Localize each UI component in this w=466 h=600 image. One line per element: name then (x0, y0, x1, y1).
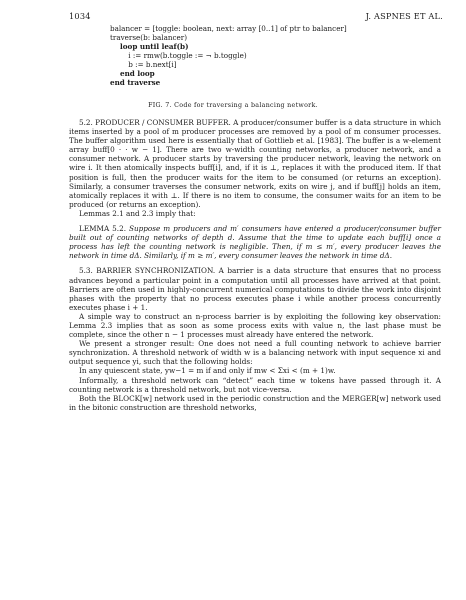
paragraph: Informally, a threshold network can “detect” each time w tokens have passed through it. A counting network is a threshold network, but not vice-versa. (69, 375, 441, 394)
code-line: balancer = [toggle: boolean, next: array [0..1] of ptr to balancer] (110, 24, 347, 33)
running-head: J. ASPNES ET AL. (365, 11, 443, 21)
section-heading: 5.2. PRODUCER / CONSUMER BUFFER. (79, 118, 231, 127)
code-line: end loop (110, 69, 155, 78)
paragraph: We present a stronger result: One does not need a full counting network to achieve barrier synchronization. A threshold network of width w is a balancing network with input sequence xi and output sequence yi, such that the following holds: (69, 339, 441, 367)
code-line: b := b.next[i] (110, 60, 177, 69)
lemma (69, 224, 441, 260)
page-number: 1034 (69, 11, 91, 21)
code-line: end traverse (110, 78, 161, 87)
paragraph-text: A producer/consumer buffer is a data structure in which items inserted by a pool of m producer processes are removed by a pool of m consumer processes. The buffer algorithm used here is essentially that of Gottlieb et al. [1983]. The buffer is a w-element array buff[0 · · w − 1]. There are two w-width counting networks, a producer network, and a consumer network. A producer starts by traversing the producer network, leaving the network on wire i. It then atomically inspects buff[i], and, if it is ⊥, replaces it with the produced item. If that position is full, then the producer waits for the item to be consumed (or returns an exception). Similarly, a consumer traverses the consumer network, exits on wire j, and if buff[j] holds an item, atomically replaces it with ⊥. If there is no item to consume, the consumer waits for an item to be produced (or returns an exception). (69, 118, 442, 209)
lemma-text: Suppose m producers and m′ consumers have entered a producer/consumer buffer built out of counting networks of depth d. Assume that the time to update each buff[i] once a process has left the counting network is negligible. Then, if m ≤ m′, every producer leaves the network in time dΔ. Similarly, if m ≥ m′, every consumer leaves the network in time dΔ. (69, 224, 441, 261)
code-line: i := rmw(b.toggle := ¬ b.toggle) (110, 51, 247, 60)
paragraph (69, 266, 441, 311)
paragraph-text: A barrier is a data structure that ensures that no process advances beyond a particular point in a computation until all processes have arrived at that point. Barriers are often used in highly-concurrent numerical computations to divide the work into disjoint phases with the property that no process executes phase i while another process concurrently executes phase i + 1. (69, 266, 441, 312)
code-figure (110, 24, 347, 87)
body-text (69, 118, 441, 412)
code-line: traverse(b: balancer) (110, 33, 188, 42)
section-heading: 5.3. BARRIER SYNCHRONIZATION. (79, 266, 216, 276)
figure-caption: FIG. 7. Code for traversing a balancing network. (148, 102, 318, 109)
paragraph: Lemmas 2.1 and 2.3 imply that: (79, 208, 196, 218)
paragraph: In any quiescent state, yw−1 = m if and only if mw < Σxi < (m + 1)w. (79, 366, 336, 376)
lemma-label: LEMMA 5.2. (79, 224, 127, 234)
paragraph: Both the BLOCK[w] network used in the periodic construction and the MERGER[w] network used in the bitonic construction are threshold networks, (69, 393, 441, 412)
paragraph: A simple way to construct an n-process barrier is by exploiting the following key observation: Lemma 2.3 implies that as soon as some process exits with value n, the last phase must be complete, since the other n − 1 processes must already have entered the network. (69, 311, 441, 340)
code-line: loop until leaf(b) (110, 42, 189, 51)
paragraph (69, 118, 441, 209)
